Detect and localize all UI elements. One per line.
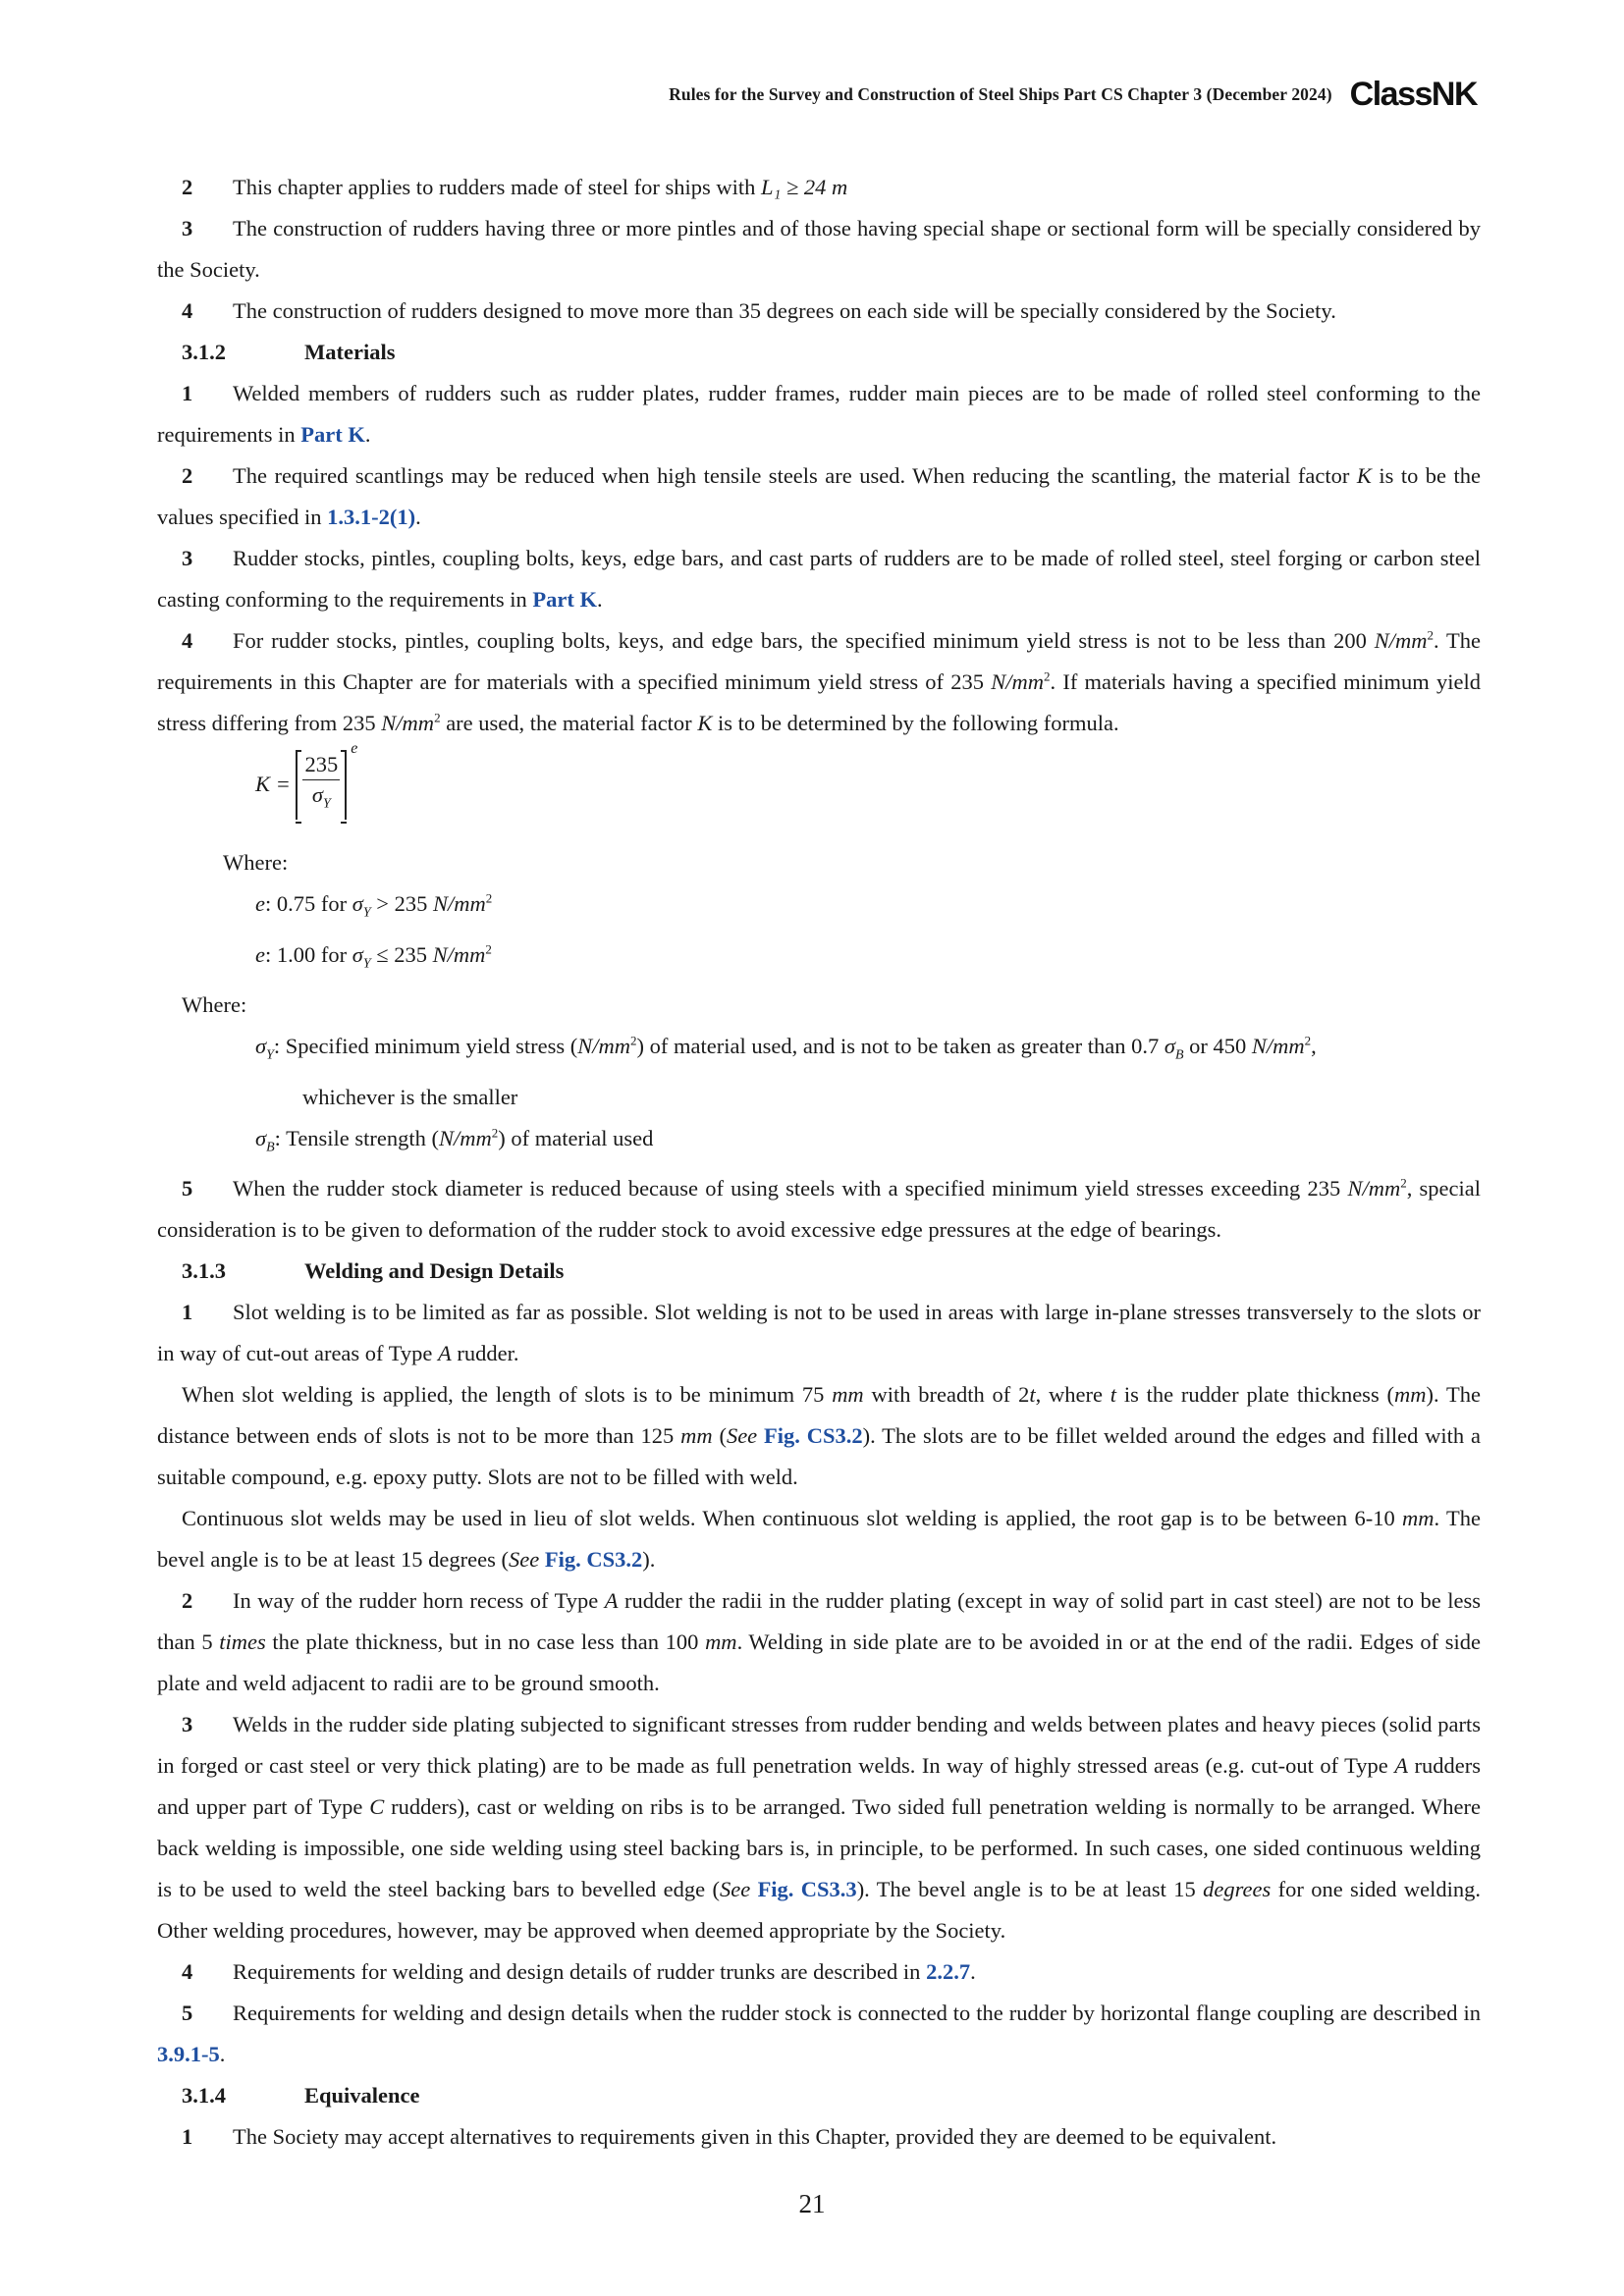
link-2-2-7[interactable]: 2.2.7 <box>926 1959 971 1984</box>
paragraph-3-1-1-2: 2 This chapter applies to rudders made of steel for ships with L₁ ≥ 24 m <box>182 175 848 199</box>
link-part-k[interactable]: Part K <box>300 422 365 447</box>
paragraph-3-1-3-1c: Continuous slot welds may be used in lieu of slot welds. When continuous slot welding is applied, the root gap is to be between 6-10 mm. The bevel angle is to be at least 15 degrees (See Fig. CS3.2). <box>157 1506 1481 1572</box>
definition-sigma-y-cont: whichever is the smaller <box>302 1084 518 1109</box>
paragraph-3-1-3-1b: When slot welding is applied, the length of slots is to be minimum 75 mm with breadth of 2t, where t is the rudder plate thickness (mm). The distance between ends of slots is not to be more than 125 mm (See Fig. CS3.2). The slots are to be fillet welded around the edges and filled with a suitable compound, e.g. epoxy putty. Slots are not to be filled with weld. <box>157 1382 1481 1489</box>
classnk-logo: ClassNK <box>1349 75 1477 113</box>
paragraph-3-1-3-1: 1 Slot welding is to be limited as far as possible. Slot welding is not to be used in areas with large in-plane stresses transversely to the slots or in way of cut-out areas of Type A rudder. <box>157 1300 1481 1365</box>
paragraph-3-1-2-3: 3 Rudder stocks, pintles, coupling bolts, keys, edge bars, and cast parts of rudders are to be made of rolled steel, steel forging or carbon steel casting conforming to the requirements in Part K. <box>157 546 1481 612</box>
paragraph-3-1-4-1: 1 The Society may accept alternatives to requirements given in this Chapter, provided they are deemed to be equivalent. <box>182 2124 1277 2149</box>
section-heading-3-1-3: 3.1.3 Welding and Design Details <box>182 1258 565 1283</box>
link-fig-cs3-2-b[interactable]: Fig. CS3.2 <box>544 1547 643 1572</box>
link-fig-cs3-2[interactable]: Fig. CS3.2 <box>764 1423 863 1448</box>
paragraph-3-1-1-3: 3 The construction of rudders having three or more pintles and of those having special shape or sectional form will be specially considered by the Society. <box>157 216 1481 282</box>
paragraph-3-1-3-2: 2 In way of the rudder horn recess of Type A rudder the radii in the rudder plating (except in way of solid part in cast steel) are not to be less than 5 times the plate thickness, but in no case less than 100 mm. Welding in side plate are to be avoided in or at the end of the radii. Edges of side plate and weld adjacent to radii are to be ground smooth. <box>157 1588 1481 1695</box>
material-factor-formula <box>157 740 1481 842</box>
paragraph-3-1-3-3: 3 Welds in the rudder side plating subjected to significant stresses from rudder bending and welds between plates and heavy pieces (solid parts in forged or cast steel or very thick plating) are to be made as full penetration welds. In way of highly stressed areas (e.g. cut-out of Type A rudders and upper part of Type C rudders), cast or welding on ribs is to be arranged. Two sided full penetration welding is normally to be arranged. Where back welding is impossible, one side welding using steel backing bars is, in principle, to be performed. In such cases, one sided continuous welding is to be used to weld the steel backing bars to bevelled edge (See Fig. CS3.3). The bevel angle is to be at least 15 degrees for one sided welding. Other welding procedures, however, may be approved when deemed appropriate by the Society. <box>157 1712 1482 1943</box>
formula-lhs: K = <box>255 772 291 797</box>
section-heading-3-1-2: 3.1.2 Materials <box>182 340 396 364</box>
header-title: Rules for the Survey and Construction of Steel Ships Part CS Chapter 3 (December 2024) <box>669 83 1332 104</box>
paragraph-3-1-1-4: 4 The construction of rudders designed to move more than 35 degrees on each side will be specially considered by the Society. <box>182 298 1336 323</box>
definition-e-2: e: 1.00 for $\sigma_Y \le 235$ $N/mm^2$ <box>255 941 492 971</box>
page-number: 21 <box>798 2189 826 2218</box>
link-fig-cs3-3[interactable]: Fig. CS3.3 <box>757 1877 857 1901</box>
definition-sigma-y: $\sigma_Y$: Specified minimum yield stress $(N/mm^2)$ of material used, and is not to be taken as greater than 0.7 $\sigma_B$ or 450 $N/mm^2$, <box>255 1033 1317 1063</box>
definition-sigma-b: $\sigma_B$: Tensile strength $(N/mm^2)$ of material used <box>255 1125 654 1154</box>
where-label-2: Where: <box>182 992 247 1017</box>
formula-l1: L₁ ≥ 24 m <box>761 175 848 199</box>
paragraph-3-1-3-5: 5 Requirements for welding and design details when the rudder stock is connected to the rudder by horizontal flange coupling are described in 3.9.1-5. <box>157 2001 1481 2066</box>
paragraph-3-1-2-2: 2 The required scantlings may be reduced when high tensile steels are used. When reducing the scantling, the material factor K is to be the values specified in 1.3.1-2(1). <box>157 463 1482 529</box>
link-part-k-2[interactable]: Part K <box>532 587 598 612</box>
paragraph-3-1-2-4: 4 For rudder stocks, pintles, coupling bolts, keys, and edge bars, the specified minimum yield stress is not to be less than 200 $N/mm^2$. The requirements in this Chapter are for materials with a specified minimum yield stress of 235 $N/mm^2$. If materials having a specified minimum yield stress differing from 235 $N/mm^2$ are used, the material factor K is to be determined by the following formula. <box>157 627 1481 735</box>
where-label-1: Where: <box>223 850 289 875</box>
document-body <box>157 167 1481 2158</box>
definition-e-1: e: 0.75 for $\sigma_Y > 235$ $N/mm^2$ <box>255 890 493 921</box>
paragraph-3-1-2-5: 5 When the rudder stock diameter is reduced because of using steels with a specified minimum yield stresses exceeding 235 $N/mm^2$, special consideration is to be given to deformation of the rudder stock to avoid excessive edge pressures at the edge of bearings. <box>157 1175 1482 1242</box>
link-1-3-1-2-1[interactable]: 1.3.1-2(1) <box>327 505 416 529</box>
paragraph-3-1-3-4: 4 Requirements for welding and design details of rudder trunks are described in 2.2.7. <box>182 1959 976 1984</box>
formula-exponent: e <box>351 740 358 758</box>
link-3-9-1-5[interactable]: 3.9.1-5 <box>157 2042 220 2066</box>
formula-fraction: $\frac{235}{\sigma_Y}$ <box>296 750 347 820</box>
page-header <box>669 75 1477 114</box>
section-heading-3-1-4: 3.1.4 Equivalence <box>182 2083 420 2108</box>
paragraph-3-1-2-1: 1 Welded members of rudders such as rudder plates, rudder frames, rudder main pieces are to be made of rolled steel conforming to the requirements in Part K. <box>157 381 1481 447</box>
